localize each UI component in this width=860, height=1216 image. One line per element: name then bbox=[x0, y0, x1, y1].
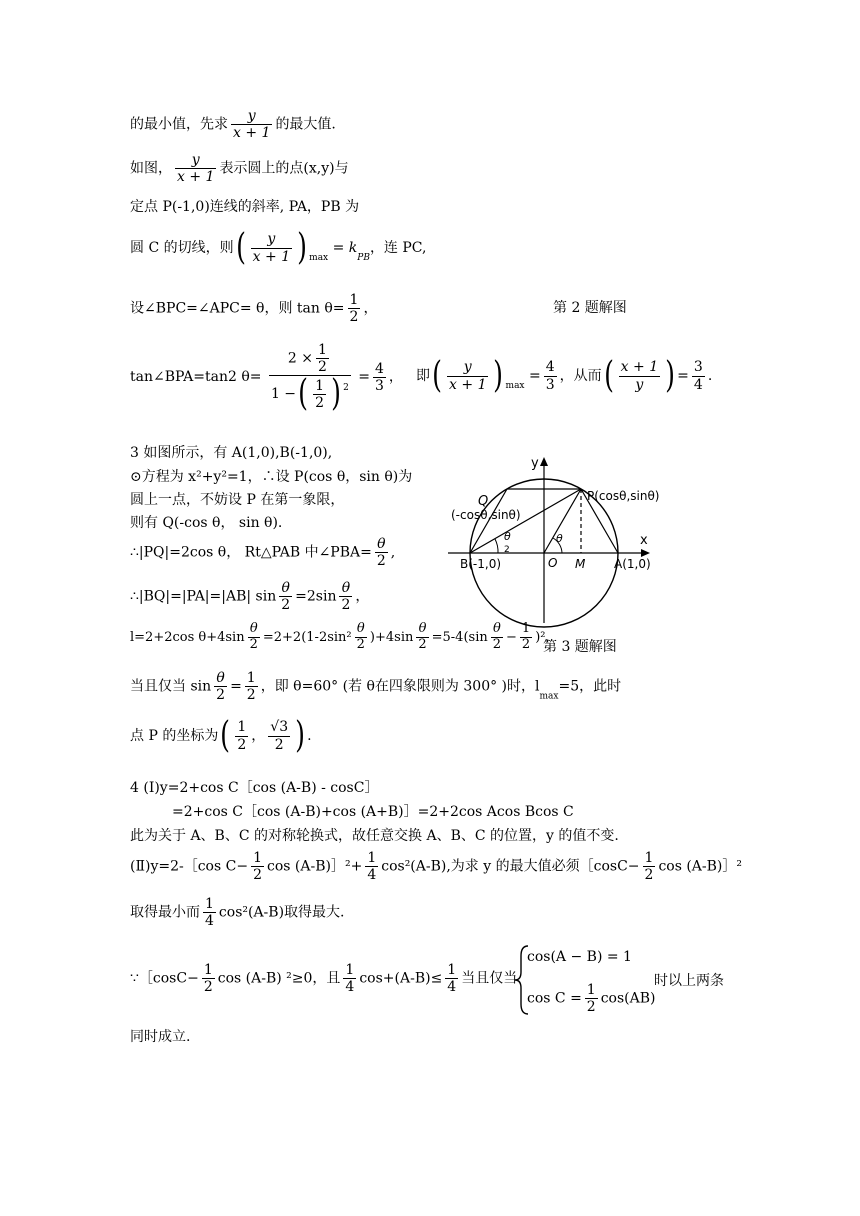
text: ， bbox=[388, 369, 403, 386]
fraction: $\frac{\theta}{2}$ bbox=[356, 621, 365, 652]
label-theta-half: θ bbox=[504, 530, 511, 543]
label-half: 2 bbox=[504, 545, 510, 555]
q3-line-4: 则有 Q(-cos θ， sin θ). bbox=[130, 515, 283, 531]
text: ， bbox=[363, 300, 378, 317]
text: . bbox=[707, 368, 713, 384]
label-P: P(cosθ,sinθ) bbox=[587, 489, 660, 503]
fraction: $\frac{y}{x + 1}$ bbox=[252, 231, 291, 265]
fraction: $\frac{y}{x + 1}$ bbox=[233, 108, 271, 142]
text: =5-4(sin bbox=[431, 629, 488, 645]
q3-line-3: 圆上一点，不妨设 P 在第一象限， bbox=[130, 492, 345, 508]
text: )+4sin bbox=[369, 629, 414, 645]
text: )², bbox=[535, 629, 550, 645]
fraction: 2 × $\frac{1}{2}$ 1 −( $\frac{1}{2}$ ) $^2$ bbox=[270, 342, 349, 415]
fraction: $\frac{4}{3}$ bbox=[545, 359, 555, 393]
fraction: $\frac{1}{2}$ bbox=[586, 982, 596, 1016]
q4-line-4 bbox=[130, 850, 742, 883]
text: (Ⅱ)y=2-［cos C− bbox=[130, 858, 249, 875]
text: ， bbox=[251, 728, 266, 744]
text: ∴|PQ|=2cos θ， Rt△PAB 中∠PBA= bbox=[130, 544, 372, 561]
q4-line-5 bbox=[130, 896, 345, 929]
label-Q-coord: (-cosθ,sinθ) bbox=[451, 508, 521, 522]
fraction: $\frac{\theta}{2}$ bbox=[216, 670, 226, 704]
text: = bbox=[677, 368, 689, 384]
subscript: max bbox=[505, 381, 525, 391]
y-axis-arrow bbox=[540, 457, 548, 466]
q4-line-7: 同时成立. bbox=[130, 1029, 191, 1045]
fraction: $\frac{\theta}{2}$ bbox=[418, 621, 427, 652]
label-M: M bbox=[575, 557, 586, 571]
text: 当且仅当 bbox=[461, 970, 518, 987]
text: =2sin bbox=[295, 588, 337, 605]
text: 当且仅当 sin bbox=[130, 678, 212, 695]
text: ∵［cosC− bbox=[130, 970, 199, 987]
q4-line-6-tail: 时以上两条 bbox=[654, 973, 724, 989]
fraction: $\frac{√3}{2}$ bbox=[270, 719, 289, 753]
text: l=2+2cos θ+4sin bbox=[130, 629, 245, 645]
text: = k bbox=[332, 240, 358, 256]
fraction: $\frac{\theta}{2}$ bbox=[341, 580, 351, 614]
fraction: $\frac{\theta}{2}$ bbox=[376, 536, 386, 570]
fraction: $\frac{1}{2}$ bbox=[521, 621, 531, 652]
q4-line-1: 4 (Ⅰ)y=2+cos C［cos (A-B) - cosC］ bbox=[130, 780, 379, 796]
text: ，即 θ=60° (若 θ在四象限则为 300° )时，l bbox=[260, 678, 540, 695]
p4-line: 圆 C 的切线，则( $\frac{y}{x + 1}$ ) $_{max} = k_{PB}$，连 PC, bbox=[130, 227, 427, 268]
text: ∴|BQ|=|PA|=|AB| sin bbox=[130, 588, 277, 605]
text: 取得最小而 bbox=[130, 904, 200, 921]
text: 如图， bbox=[130, 160, 172, 177]
text: cos+(A-B)≤ bbox=[359, 970, 443, 987]
q4-line-2: =2+cos C［cos (A-B)+cos (A+B)］=2+2cos Acos Bcos C bbox=[172, 804, 574, 820]
circle-diagram bbox=[440, 448, 700, 628]
p2-line bbox=[130, 152, 349, 185]
fraction: $\frac{1}{4}$ bbox=[345, 962, 355, 996]
subscript: PB bbox=[357, 253, 370, 263]
text: = bbox=[230, 678, 242, 695]
fraction: $\frac{\theta}{2}$ bbox=[249, 621, 258, 652]
fraction: $\frac{\theta}{2}$ bbox=[492, 621, 502, 652]
text: , bbox=[390, 544, 396, 561]
fraction: $\frac{1}{4}$ bbox=[205, 896, 214, 930]
text: cos²(A-B)取得最大. bbox=[218, 904, 345, 921]
caption-problem-2: 第 2 题解图 bbox=[553, 300, 627, 316]
fraction: $\frac{3}{4}$ bbox=[693, 359, 703, 393]
q4-line-6 bbox=[130, 962, 517, 995]
text: 的最小值，先求 bbox=[130, 116, 228, 133]
text: cos²(A-B),为求 y 的最大值必须［cosC− bbox=[381, 858, 640, 875]
text: 即 bbox=[416, 368, 430, 384]
text: 点 P 的坐标为 bbox=[130, 728, 219, 744]
fraction: $\frac{1}{2}$ bbox=[253, 850, 262, 884]
text: = bbox=[528, 368, 541, 384]
text: 圆 C 的切线，则 bbox=[130, 240, 234, 256]
fraction: $\frac{y}{x + 1}$ bbox=[177, 152, 215, 186]
text: tan∠BPA=tan2 θ= bbox=[130, 369, 262, 386]
fraction: $\frac{\theta}{2}$ bbox=[281, 580, 291, 614]
text: cos (A-B)］² bbox=[658, 858, 743, 875]
label-B: B(-1,0) bbox=[460, 557, 502, 571]
y-label: y bbox=[531, 456, 539, 471]
text: ，连 PC, bbox=[369, 240, 427, 256]
x-axis-arrow bbox=[641, 549, 650, 557]
fraction: $\frac{1}{2}$ bbox=[237, 719, 247, 753]
text: =5，此时 bbox=[558, 678, 622, 695]
label-O: O bbox=[548, 556, 558, 570]
q3-line-1: 3 如图所示，有 A(1,0),B(-1,0), bbox=[130, 445, 333, 461]
q3-line-6 bbox=[130, 580, 369, 613]
subscript: max bbox=[539, 691, 559, 702]
fraction: $\frac{1}{2}$ bbox=[203, 962, 213, 996]
subscript: max bbox=[309, 253, 329, 263]
q4-line-3: 此为关于 A、B、C 的对称轮换式，故任意交换 A、B、C 的位置，y 的值不变. bbox=[130, 828, 619, 844]
text: cos (A-B) ²≥0，且 bbox=[217, 970, 341, 987]
text: . bbox=[307, 728, 312, 744]
text: ， bbox=[355, 588, 370, 605]
p6-right: 即( $\frac{y}{x + 1}$ ) $_{max}$ = $\frac{4}{3}$ ，从而( $\frac{x + 1}{y}$ ) = $\frac{3}{4}$ . bbox=[416, 355, 713, 396]
label-theta: θ bbox=[556, 532, 563, 545]
text: ，从而 bbox=[559, 368, 602, 384]
text: − bbox=[506, 629, 517, 645]
text: =2+2(1-2sin² bbox=[262, 629, 352, 645]
q3-line-8 bbox=[130, 670, 621, 703]
system-eq-1: cos(A − B) = 1 bbox=[527, 949, 632, 965]
fraction: $\frac{y}{x + 1}$ bbox=[449, 359, 487, 393]
p5-line bbox=[130, 292, 377, 325]
text: 设∠BPC=∠APC= θ，则 tan θ= bbox=[130, 300, 345, 317]
fraction: $\frac{1}{2}$ bbox=[644, 850, 654, 884]
fraction: $\frac{1}{2}$ bbox=[349, 292, 359, 326]
label-A: A(1,0) bbox=[614, 557, 651, 571]
label-Q: Q bbox=[478, 494, 489, 509]
fraction: $\frac{1}{4}$ bbox=[447, 962, 457, 996]
fraction: $\frac{x + 1}{y}$ bbox=[620, 359, 659, 393]
text: cos C = bbox=[527, 990, 582, 1007]
text: cos(AB) bbox=[600, 990, 656, 1007]
angle-arc-B bbox=[495, 539, 498, 553]
x-label: x bbox=[640, 533, 648, 548]
fraction: $\frac{1}{4}$ bbox=[367, 850, 377, 884]
system-eq-2 bbox=[527, 982, 656, 1015]
fraction: $\frac{4}{3}$ bbox=[374, 360, 384, 394]
text: cos (A-B)］²+ bbox=[267, 858, 363, 875]
text: = bbox=[358, 369, 370, 386]
q3-line-5 bbox=[130, 536, 395, 569]
p3-line: 定点 P(-1,0)连线的斜率, PA，PB 为 bbox=[130, 199, 360, 215]
text: 的最大值. bbox=[275, 116, 336, 133]
text: 表示圆上的点(x,y)与 bbox=[219, 160, 349, 177]
caption-problem-3: 第 3 题解图 bbox=[543, 639, 617, 655]
q3-line-9: 点 P 的坐标为( $\frac{1}{2}$ ， $\frac{√3}{2}$ ) . bbox=[130, 715, 312, 756]
q3-line-2: ⊙方程为 x²+y²=1，∴设 P(cos θ，sin θ)为 bbox=[130, 469, 413, 485]
fraction: $\frac{1}{2}$ bbox=[246, 670, 256, 704]
p6-line bbox=[130, 342, 403, 415]
p1-line bbox=[130, 108, 336, 141]
